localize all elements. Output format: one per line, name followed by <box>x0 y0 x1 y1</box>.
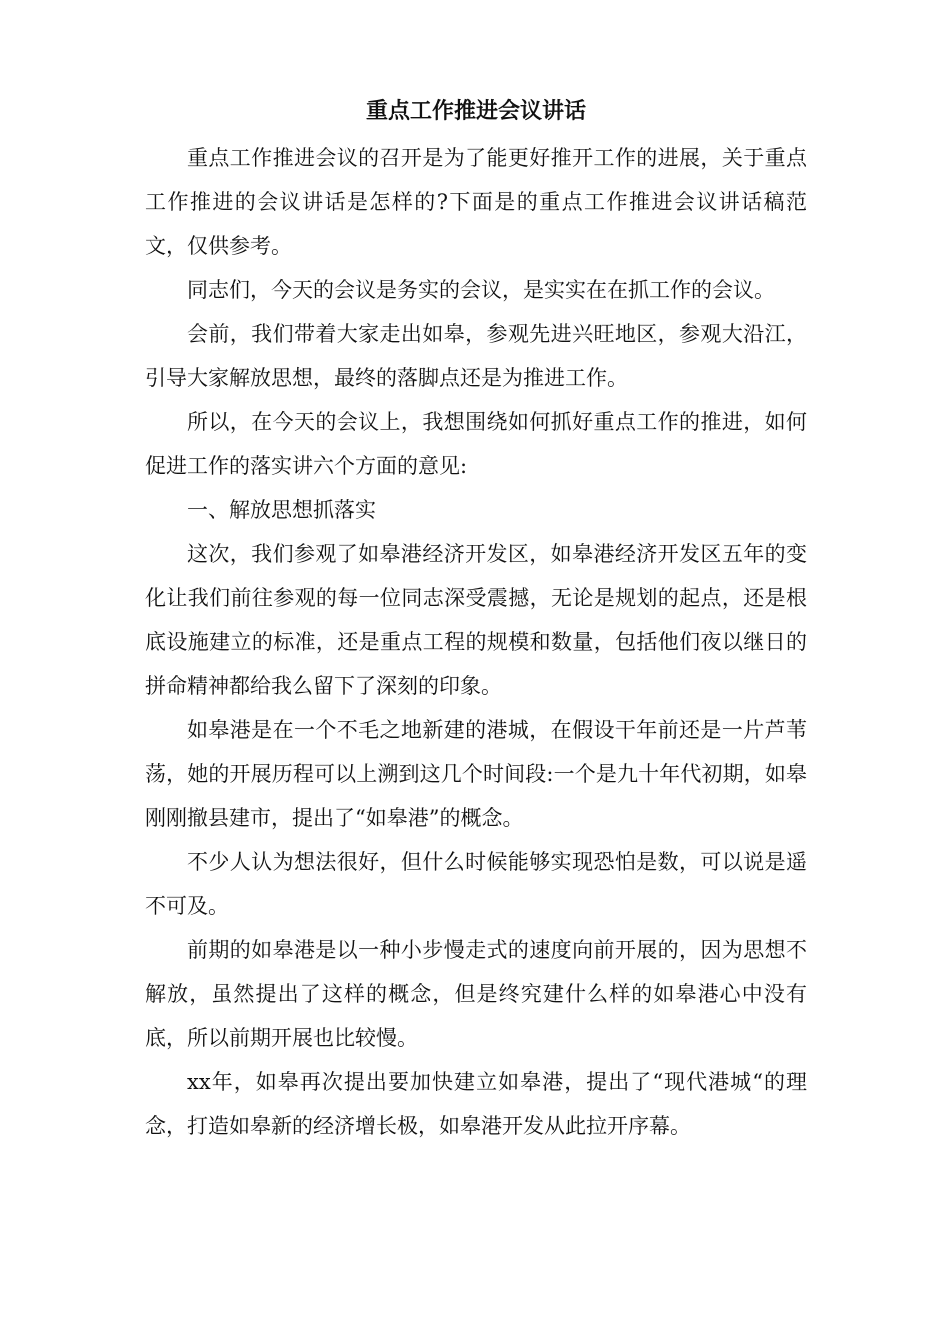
paragraph-early-stage: 前期的如皋港是以一种小步慢走式的速度向前开展的，因为思想不解放，虽然提出了这样的概念，但是终究建什么样的如皋港心中没有底，所以前期开展也比较慢。 <box>145 938 807 1050</box>
paragraph-intro: 重点工作推进会议的召开是为了能更好推开工作的进展，关于重点工作推进的会议讲话是怎样的?下面是的重点工作推进会议讲话稿范文，仅供参考。 <box>145 146 807 258</box>
paragraph-visit: 这次，我们参观了如皋港经济开发区，如皋港经济开发区五年的变化让我们前往参观的每一位同志深受震撼，无论是规划的起点，还是根底设施建立的标准，还是重点工程的规模和数量，包括他们夜以继日的拼命精神都给我么留下了深刻的印象。 <box>145 542 807 698</box>
paragraph-six-points: 所以，在今天的会议上，我想围绕如何抓好重点工作的推进，如何促进工作的落实讲六个方面的意见: <box>145 410 807 478</box>
document-body <box>145 86 807 1148</box>
paragraph-greeting: 同志们，今天的会议是务实的会议，是实实在在抓工作的会议。 <box>187 278 775 302</box>
section-heading-1: 一、解放思想抓落实 <box>187 498 376 522</box>
document-title: 重点工作推进会议讲话 <box>365 98 586 124</box>
paragraph-before-meeting: 会前，我们带着大家走出如皋，参观先进兴旺地区，参观大沿江，引导大家解放思想，最终的落脚点还是为推进工作。 <box>145 322 807 390</box>
paragraph-history: 如皋港是在一个不毛之地新建的港城，在假设干年前还是一片芦苇荡，她的开展历程可以上溯到这几个时间段:一个是九十年代初期，如皋刚刚撤县建市，提出了“如皋港”的概念。 <box>145 718 807 830</box>
paragraph-new-era: xx年，如皋再次提出要加快建立如皋港，提出了“现代港城“的理念，打造如皋新的经济增长极，如皋港开发从此拉开序幕。 <box>145 1070 807 1138</box>
paragraph-doubts: 不少人认为想法很好，但什么时候能够实现恐怕是数，可以说是遥不可及。 <box>145 850 807 918</box>
